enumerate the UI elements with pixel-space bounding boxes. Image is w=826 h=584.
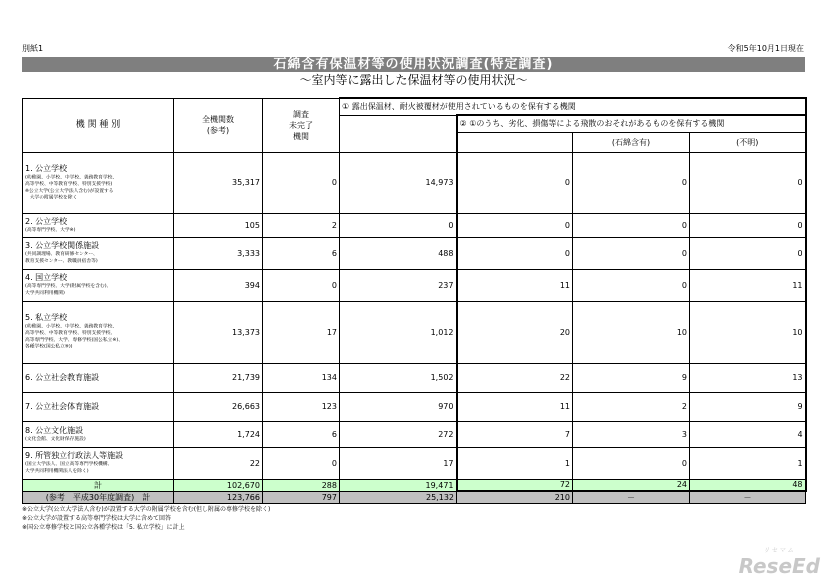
cell-c2: 11 [457, 392, 573, 421]
row-category: 4. 国立学校 (高等専門学校、大学(附属学校を含む)、 大学共同利用機関) [23, 269, 174, 301]
cell-unfinished: 0 [263, 269, 340, 301]
cell-unfinished: 0 [263, 152, 340, 213]
header-total: 全機関数 (参考) [174, 98, 263, 152]
cell-total: 35,317 [174, 152, 263, 213]
cell-unknown: 13 [690, 363, 806, 392]
cell-unfinished: 0 [263, 447, 340, 479]
cell-c2: 0 [457, 213, 573, 237]
cell-unknown: 0 [690, 152, 806, 213]
table-row [23, 392, 806, 421]
footnotes [22, 505, 270, 532]
cell-c2: 1 [457, 447, 573, 479]
cell-c1: 1,012 [340, 301, 457, 363]
header-group1-blank [340, 115, 457, 152]
cell-unfinished: 6 [263, 237, 340, 269]
cell-c2: 7 [457, 421, 573, 447]
footnote: ※国公立専修学校と国公立各種学校は「5. 私立学校」に計上 [22, 524, 185, 531]
cell-c2: 22 [457, 363, 573, 392]
cell-asbestos: 0 [573, 213, 690, 237]
total-total: 102,670 [174, 479, 263, 491]
cell-unfinished: 134 [263, 363, 340, 392]
cell-total: 3,333 [174, 237, 263, 269]
cell-unknown: 0 [690, 237, 806, 269]
total-label: 計 [23, 479, 174, 491]
cell-asbestos: 2 [573, 392, 690, 421]
row-category: 5. 私立学校 (幼稚園、小学校、中学校、義務教育学校、 高等学校、中等教育学校、特別支援学校、 高等専門学校、大学、専修学校(国公私立※)、 各種学校(国公私立※)) [23, 301, 174, 363]
reference-asbestos: － [573, 491, 690, 504]
table-row [23, 447, 806, 479]
cell-c1: 272 [340, 421, 457, 447]
header-unfinished: 調査 未完了 機関 [263, 98, 340, 152]
header-group2-blank [457, 132, 573, 152]
total-c2: 72 [457, 479, 573, 491]
header-group1: ① 露出保温材、耐火被覆材が使用されているものを保有する機関 [340, 98, 806, 115]
reference-unfinished: 797 [263, 491, 340, 504]
total-c1: 19,471 [340, 479, 457, 491]
table-row [23, 237, 806, 269]
row-category: 9. 所管独立行政法人等施設 (国立大学法人、国立高等専門学校機構、 大学共同利用機関法人を除く) [23, 447, 174, 479]
total-row [23, 479, 806, 491]
row-category: 1. 公立学校 (幼稚園、小学校、中学校、義務教育学校、 高等学校、中等教育学校、特別支援学校) ※公立大学(公立大学法人含む)が設置する 大学の附属学校を除く [23, 152, 174, 213]
cell-total: 105 [174, 213, 263, 237]
cell-c1: 1,502 [340, 363, 457, 392]
total-asbestos: 24 [573, 479, 690, 491]
watermark-text: ReseEd [738, 554, 820, 578]
cell-asbestos: 0 [573, 237, 690, 269]
cell-unfinished: 2 [263, 213, 340, 237]
row-category: 3. 公立学校関係施設 (共同調理場、教育研修センター、 教育支援センター、教職員宿舎等) [23, 237, 174, 269]
cell-unknown: 0 [690, 213, 806, 237]
cell-total: 13,373 [174, 301, 263, 363]
watermark-logo [739, 545, 820, 578]
usage-table [22, 97, 807, 504]
watermark-sub: リセマム [763, 547, 796, 554]
table-row [23, 269, 806, 301]
total-unknown: 48 [690, 479, 806, 491]
cell-asbestos: 0 [573, 269, 690, 301]
total-unfinished: 288 [263, 479, 340, 491]
reference-total: 123,766 [174, 491, 263, 504]
cell-c2: 0 [457, 152, 573, 213]
cell-c1: 488 [340, 237, 457, 269]
header-unknown: (不明) [690, 132, 806, 152]
header-asbestos: (石綿含有) [573, 132, 690, 152]
reference-label: (参考 平成30年度調査) 計 [23, 491, 174, 504]
cell-total: 21,739 [174, 363, 263, 392]
reference-c1: 25,132 [340, 491, 457, 504]
cell-c1: 17 [340, 447, 457, 479]
row-category: 7. 公立社会体育施設 [23, 392, 174, 421]
cell-total: 22 [174, 447, 263, 479]
page-subtitle: ～室内等に露出した保温材等の使用状況～ [299, 73, 528, 87]
cell-asbestos: 9 [573, 363, 690, 392]
row-category: 6. 公立社会教育施設 [23, 363, 174, 392]
cell-c1: 14,973 [340, 152, 457, 213]
reference-c2: 210 [457, 491, 573, 504]
header-group2: ② ①のうち、劣化、損傷等による飛散のおそれがあるものを保有する機関 [457, 115, 806, 132]
cell-unfinished: 123 [263, 392, 340, 421]
cell-c1: 237 [340, 269, 457, 301]
cell-total: 1,724 [174, 421, 263, 447]
footnote: ※公立大学(公立大学法人含む)が設置する大学の附属学校を含む(但し附属の専修学校を除く) [22, 506, 271, 513]
cell-unknown: 1 [690, 447, 806, 479]
cell-c1: 970 [340, 392, 457, 421]
cell-asbestos: 10 [573, 301, 690, 363]
page-title: 石綿含有保温材等の使用状況調査(特定調査) [22, 57, 805, 72]
cell-total: 394 [174, 269, 263, 301]
row-category: 2. 公立学校 (高等専門学校、大学※) [23, 213, 174, 237]
table-row [23, 363, 806, 392]
table-row [23, 421, 806, 447]
cell-unknown: 11 [690, 269, 806, 301]
reference-unknown: － [690, 491, 806, 504]
cell-unknown: 4 [690, 421, 806, 447]
cell-asbestos: 0 [573, 152, 690, 213]
cell-unknown: 10 [690, 301, 806, 363]
cell-c2: 20 [457, 301, 573, 363]
cell-unfinished: 6 [263, 421, 340, 447]
attachment-label: 別紙1 [22, 44, 44, 53]
header-institution: 機 関 種 別 [23, 98, 174, 152]
row-category: 8. 公立文化施設 (文化会館、文化財保存施設) [23, 421, 174, 447]
cell-unknown: 9 [690, 392, 806, 421]
cell-c1: 0 [340, 213, 457, 237]
cell-asbestos: 0 [573, 447, 690, 479]
cell-asbestos: 3 [573, 421, 690, 447]
table-row [23, 152, 806, 213]
date-label: 令和5年10月1日現在 [727, 44, 804, 53]
footnote: ※公立大学が設置する高等専門学校は大学に含めて回答 [22, 515, 172, 522]
cell-total: 26,663 [174, 392, 263, 421]
cell-c2: 11 [457, 269, 573, 301]
table-row [23, 213, 806, 237]
cell-c2: 0 [457, 237, 573, 269]
reference-row [23, 491, 806, 504]
table-row [23, 301, 806, 363]
cell-unfinished: 17 [263, 301, 340, 363]
